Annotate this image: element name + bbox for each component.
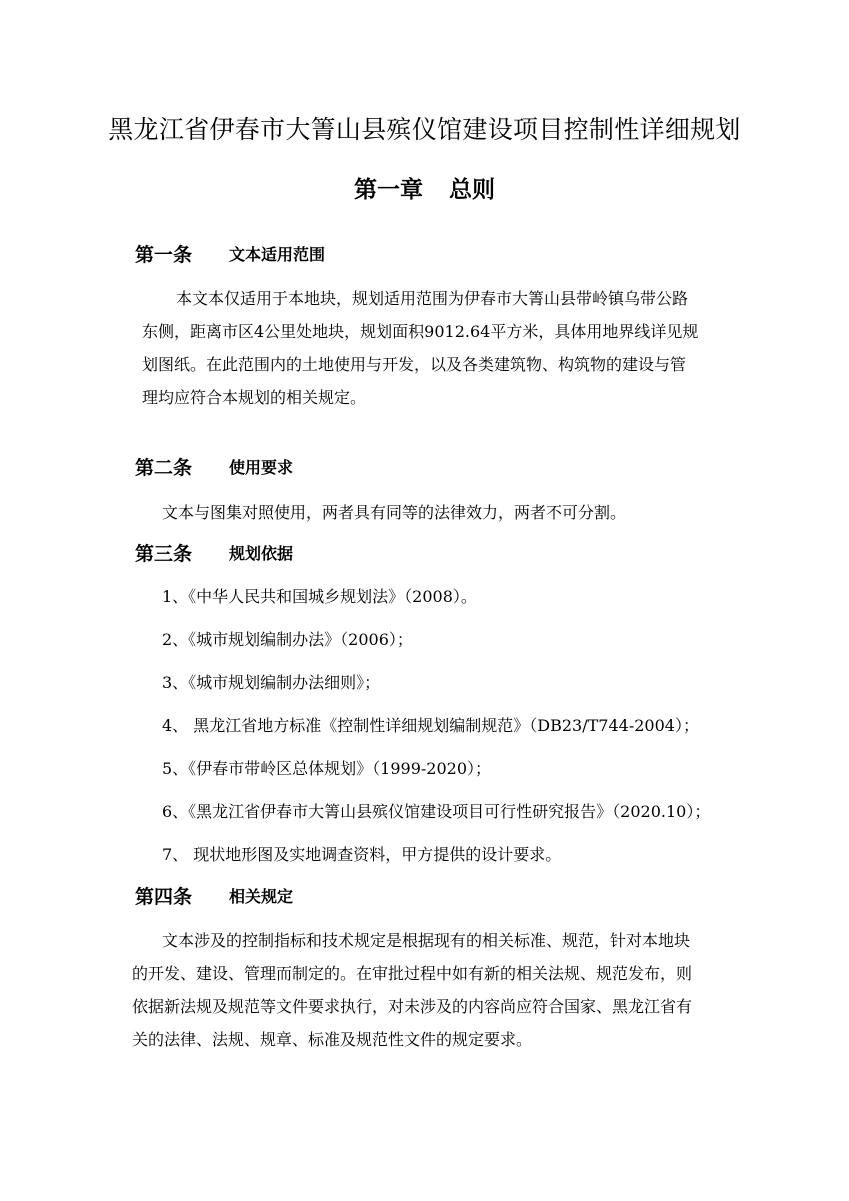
paragraph-line: 文本与图集对照使用，两者具有同等的法律效力，两者不可分割。 — [162, 503, 627, 522]
article-number: 第四条 — [135, 886, 193, 908]
article-1-paragraph — [142, 283, 698, 415]
reference-item: 4、 黑龙江省地方标准《控制性详细规划编制规范》（DB23/T744-2004）； — [162, 716, 699, 735]
paragraph-line: 理均应符合本规划的相关规定。 — [142, 388, 367, 407]
article-name: 相关规定 — [229, 887, 294, 906]
chapter-name: 总则 — [449, 177, 495, 203]
article-name: 文本适用范围 — [229, 245, 326, 264]
paragraph-line: 依据新法规及规范等文件要求执行，对未涉及的内容尚应符合国家、黑龙江省有 — [132, 997, 693, 1016]
paragraph-line: 文本涉及的控制指标和技术规定是根据现有的相关标准、规范，针对本地块 — [162, 931, 691, 950]
paragraph-line: 本文本仅适用于本地块，规划适用范围为伊春市大箐山县带岭镇乌带公路 — [176, 289, 689, 308]
reference-item: 7、 现状地形图及实地调查资料，甲方提供的设计要求。 — [162, 845, 562, 864]
article-4-paragraph — [132, 925, 692, 1057]
chapter-number: 第一章 — [354, 177, 423, 203]
paragraph-line: 划图纸。在此范围内的土地使用与开发，以及各类建筑物、构筑物的建设与管 — [142, 355, 687, 374]
reference-item: 1、《中华人民共和国城乡规划法》（2008）。 — [162, 587, 477, 606]
article-number: 第二条 — [135, 457, 193, 479]
paragraph-line: 的开发、建设、管理而制定的。在审批过程中如有新的相关法规、规范发布，则 — [132, 964, 693, 983]
reference-item: 2、《城市规划编制办法》（2006）； — [162, 630, 413, 649]
article-2-paragraph — [162, 497, 626, 530]
article-number: 第三条 — [135, 543, 193, 565]
paragraph-line: 关的法律、法规、规章、标准及规范性文件的规定要求。 — [132, 1030, 533, 1049]
document-title: 黑龙江省伊春市大箐山县殡仪馆建设项目控制性详细规划 — [108, 115, 741, 144]
article-name: 规划依据 — [229, 544, 294, 563]
reference-item: 3、《城市规划编制办法细则》； — [162, 673, 381, 692]
article-number: 第一条 — [135, 244, 193, 266]
reference-item: 5、《伊春市带岭区总体规划》（1999-2020）； — [162, 759, 492, 778]
article-name: 使用要求 — [229, 458, 294, 477]
paragraph-line: 东侧，距离市区4公里处地块，规划面积9012.64平方米，具体用地界线详见规 — [142, 322, 699, 341]
chapter-heading — [0, 173, 849, 207]
reference-item: 6、《黑龙江省伊春市大箐山县殡仪馆建设项目可行性研究报告》（2020.10）； — [162, 802, 711, 821]
